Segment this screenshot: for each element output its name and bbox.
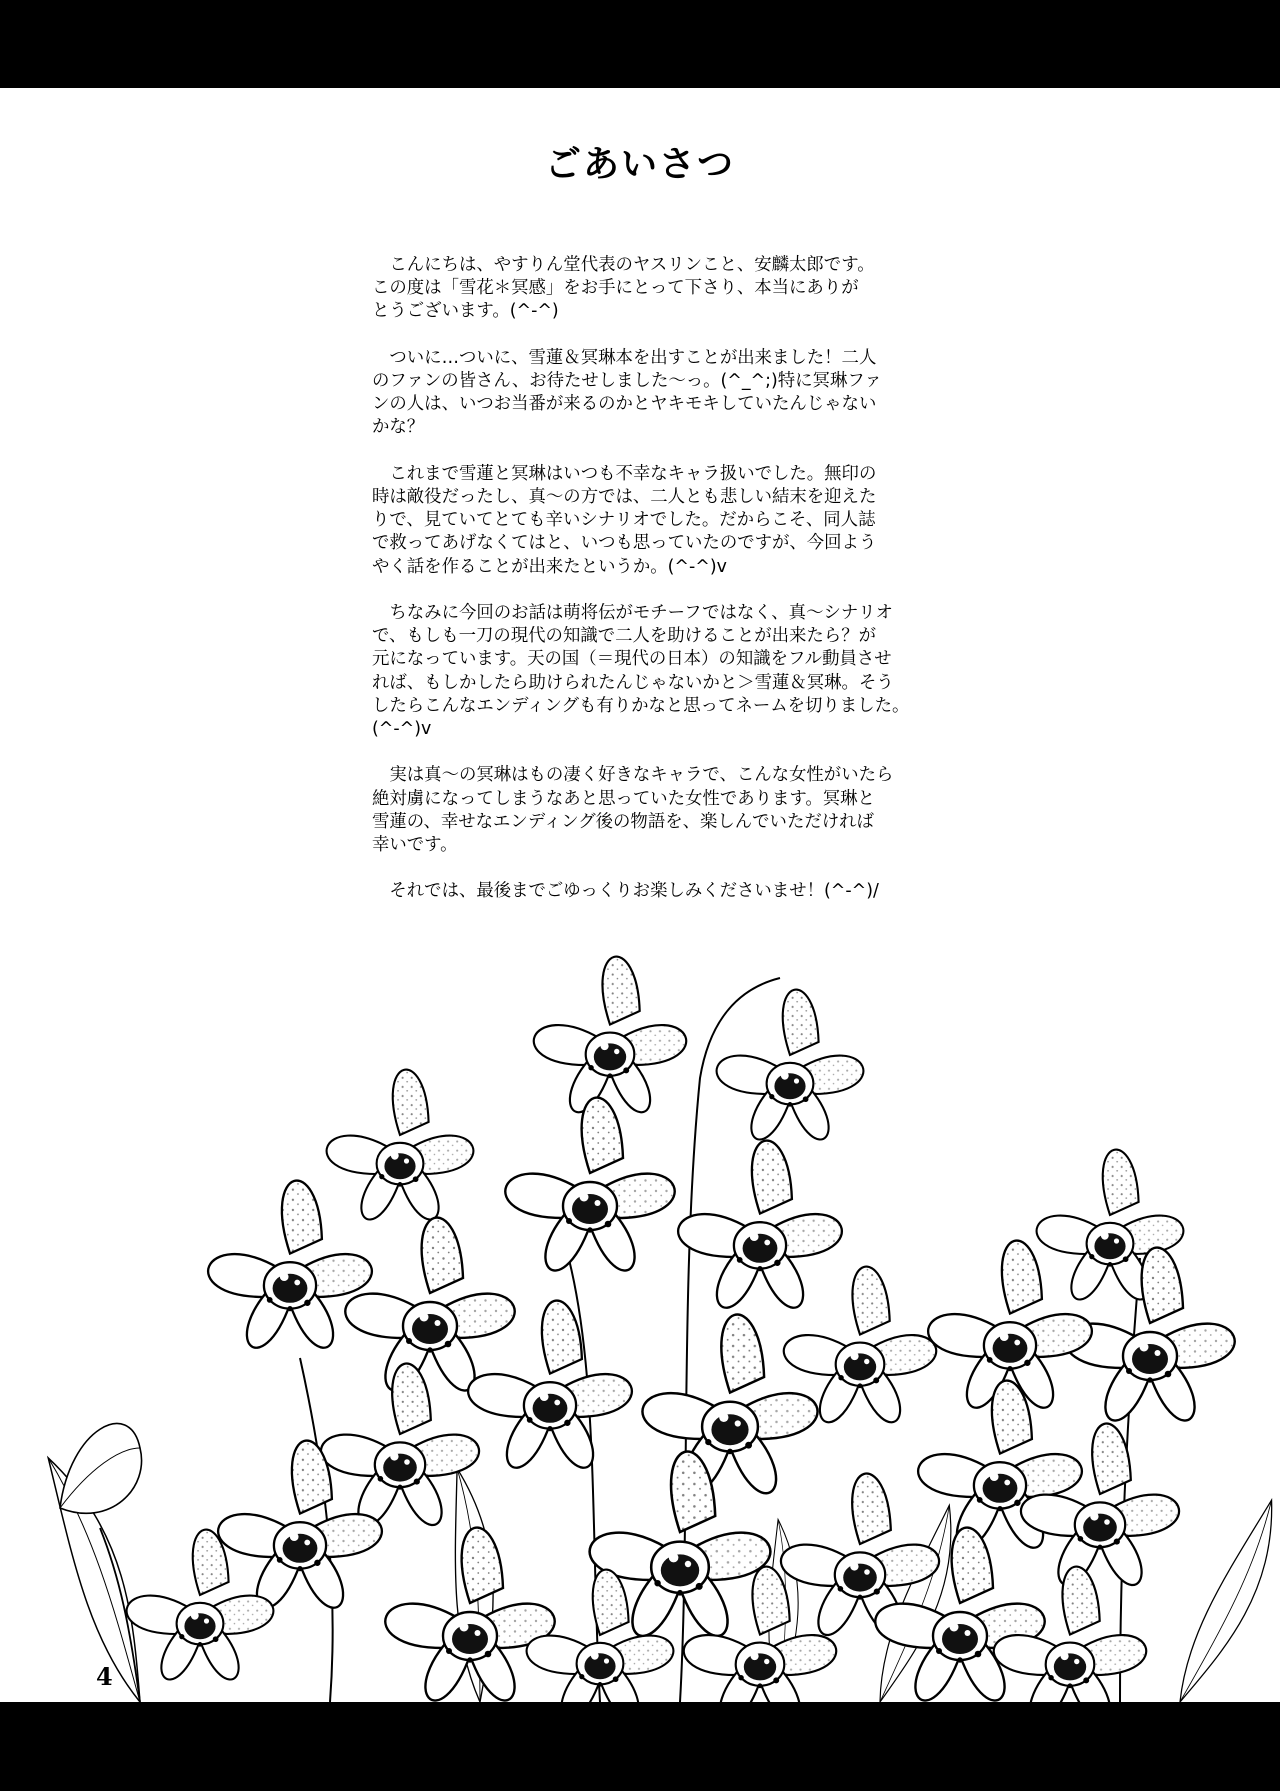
paragraph-4: ちなみに今回のお話は萌将伝がモチーフではなく、真〜シナリオ で、もしも一刀の現代の知識で二人を助けることが出来たら？が 元になっています。天の国（＝現代の日本）の知識をフル動員させ れば、もしかしたら助けられたんじゃないかと＞雪蓮＆冥琳。そう したらこんなエンディングも有りかなと思ってネームを切りました。 (^-^)v xyxy=(372,603,910,740)
paragraph-6: それでは、最後までごゆっくりお楽しみくださいませ！(^-^)/ xyxy=(389,881,879,902)
greeting-text xyxy=(372,254,972,904)
page-number: 4 xyxy=(96,1662,113,1691)
manga-page xyxy=(0,88,1280,1702)
orchid-illustration xyxy=(0,928,1280,1702)
paragraph-5: 実は真〜の冥琳はもの凄く好きなキャラで、こんな女性がいたら 絶対虜になってしまうなあと思っていた女性であります。冥琳と 雪蓮の、幸せなエンディング後の物語を、楽しんでいただければ 幸いです。 xyxy=(372,765,894,856)
page-title: ごあいさつ xyxy=(544,144,735,185)
paragraph-2: ついに…ついに、雪蓮＆冥琳本を出すことが出来ました！二人 のファンの皆さん、お待たせしました〜っ。(^_^;)特に冥琳ファ ンの人は、いつお当番が来るのかとヤキモキしていたんじゃない かな？ xyxy=(372,347,882,438)
paragraph-3: これまで雪蓮と冥琳はいつも不幸なキャラ扱いでした。無印の 時は敵役だったし、真〜の方では、二人とも悲しい結末を迎えた りで、見ていてとても辛いシナリオでした。だからこそ、同人誌 で救ってあげなくてはと、いつも思っていたのですが、今回よう やく話を作ることが出来たというか。(^-^)v xyxy=(372,463,877,577)
paragraph-1: こんにちは、やすりん堂代表のヤスリンこと、安麟太郎です。 この度は「雪花＊冥感」をお手にとって下さり、本当にありが とうございます。(^-^) xyxy=(372,255,875,322)
